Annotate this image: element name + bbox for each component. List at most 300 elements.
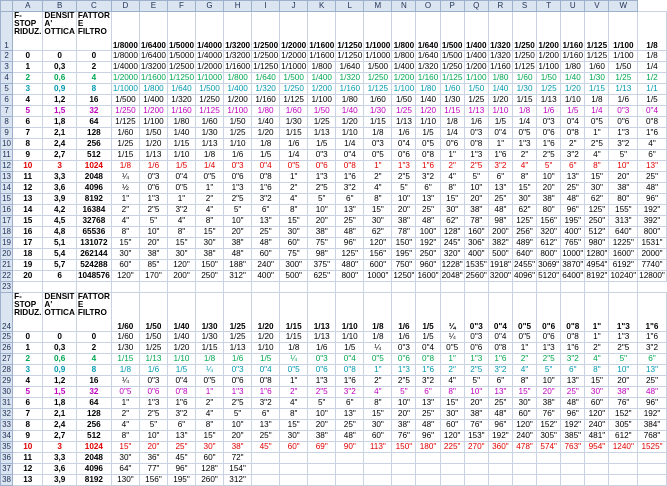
exposure-cell[interactable]: 1/60	[440, 84, 464, 95]
exposure-cell[interactable]: 1/25	[224, 332, 252, 343]
row-header[interactable]: 38	[2, 475, 11, 484]
shutter-header-cell[interactable]: 1/250	[512, 12, 536, 51]
exposure-cell[interactable]: 5"	[609, 150, 638, 161]
density-cell[interactable]: 0,9	[43, 84, 76, 95]
fstop-cell[interactable]: 17	[13, 238, 43, 249]
density-cell[interactable]: 3,3	[43, 453, 76, 464]
exposure-cell[interactable]: 13"	[252, 420, 280, 431]
factor-cell[interactable]: 32	[76, 387, 111, 398]
exposure-cell[interactable]: 1/25	[609, 73, 638, 84]
exposure-cell[interactable]: 13"	[638, 365, 667, 376]
exposure-cell[interactable]	[308, 475, 336, 486]
column-header-n[interactable]: N	[392, 1, 416, 12]
exposure-cell[interactable]: 2048"	[441, 270, 463, 280]
exposure-cell[interactable]: 1"	[585, 128, 609, 139]
exposure-cell[interactable]: 62"	[440, 216, 464, 227]
exposure-cell[interactable]: 1"	[364, 161, 392, 172]
exposure-cell[interactable]: 0"5	[512, 332, 536, 343]
exposure-cell[interactable]: 1"6	[336, 172, 364, 183]
exposure-cell[interactable]: 10"	[392, 398, 416, 409]
exposure-cell[interactable]: 5"	[464, 172, 488, 183]
exposure-cell[interactable]: 3069"	[538, 259, 560, 269]
exposure-cell[interactable]: 10"	[308, 409, 336, 420]
exposure-cell[interactable]: 76"	[392, 431, 416, 442]
column-header-k[interactable]: K	[308, 1, 336, 12]
exposure-cell[interactable]: 0"8	[252, 376, 280, 387]
exposure-cell[interactable]: 305"	[609, 420, 638, 431]
exposure-cell[interactable]: 1"3	[609, 332, 638, 343]
exposure-cell[interactable]: 1"6	[167, 398, 195, 409]
row-header[interactable]: 32	[2, 409, 11, 418]
exposure-cell[interactable]: 1/320	[252, 84, 280, 95]
exposure-cell[interactable]	[537, 453, 561, 464]
exposure-cell[interactable]: 15"	[585, 172, 609, 183]
factor-cell[interactable]: 32768	[76, 216, 111, 227]
exposure-cell[interactable]: 1/1000	[281, 61, 307, 71]
exposure-cell[interactable]	[440, 475, 464, 486]
exposure-cell[interactable]: 3"2	[167, 205, 195, 216]
exposure-cell[interactable]: 1/80	[167, 117, 195, 128]
exposure-cell[interactable]	[252, 453, 280, 464]
exposure-cell[interactable]: 192"	[638, 205, 667, 216]
exposure-cell[interactable]: 6"	[252, 205, 280, 216]
row-header[interactable]: 36	[2, 453, 11, 462]
row-header[interactable]: 23	[2, 282, 11, 291]
exposure-cell[interactable]: 612"	[609, 431, 638, 442]
exposure-cell[interactable]: 62"	[364, 227, 392, 238]
exposure-cell[interactable]: 0"4	[252, 161, 280, 172]
exposure-cell[interactable]: 1"6	[537, 139, 561, 150]
exposure-cell[interactable]: 1/4	[585, 106, 609, 117]
exposure-cell[interactable]: 8"	[440, 183, 464, 194]
exposure-cell[interactable]: 1/15	[111, 354, 139, 365]
exposure-cell[interactable]: 25"	[561, 183, 585, 194]
exposure-cell[interactable]: 4"	[512, 365, 536, 376]
exposure-cell[interactable]: 1"	[167, 194, 195, 205]
exposure-cell[interactable]: 60"	[280, 238, 308, 249]
exposure-cell[interactable]: 60"	[440, 420, 464, 431]
exposure-cell[interactable]: 2"	[196, 194, 224, 205]
exposure-cell[interactable]: 1/40	[416, 95, 440, 106]
exposure-cell[interactable]: 1/5	[308, 139, 336, 150]
density-cell[interactable]: 2,7	[43, 431, 76, 442]
density-cell[interactable]: 5,4	[43, 249, 76, 260]
density-cell[interactable]: 6	[43, 271, 76, 282]
exposure-cell[interactable]: 8"	[440, 387, 464, 398]
exposure-cell[interactable]: 0"4	[336, 150, 364, 161]
exposure-cell[interactable]: 1/6	[609, 95, 638, 106]
exposure-cell[interactable]: 3"2	[416, 172, 440, 183]
exposure-cell[interactable]: 3"2	[488, 365, 512, 376]
exposure-cell[interactable]: 48"	[252, 238, 280, 249]
exposure-cell[interactable]: 15"	[111, 442, 139, 453]
fstop-cell[interactable]: 13	[13, 475, 43, 486]
exposure-cell[interactable]: 1/1000	[197, 72, 223, 82]
exposure-cell[interactable]: 256"	[512, 227, 536, 238]
exposure-cell[interactable]: 1/6	[392, 128, 416, 139]
exposure-cell[interactable]: 13"	[488, 387, 512, 398]
exposure-cell[interactable]: 1/50	[464, 84, 488, 95]
density-cell[interactable]: 1,8	[43, 398, 76, 409]
exposure-cell[interactable]: 2"	[512, 150, 536, 161]
exposure-cell[interactable]: 313"	[609, 216, 638, 227]
exposure-cell[interactable]: 1/800	[393, 50, 415, 60]
exposure-cell[interactable]: 1/125	[364, 84, 392, 95]
exposure-cell[interactable]: 1/400	[308, 73, 336, 84]
exposure-cell[interactable]: 1/125	[441, 72, 463, 82]
exposure-cell[interactable]: 5"	[139, 420, 167, 431]
exposure-cell[interactable]: 1/8	[585, 95, 609, 106]
exposure-cell[interactable]: 1"3	[224, 387, 252, 398]
exposure-cell[interactable]: 15"	[585, 376, 609, 387]
row-header[interactable]: 12	[2, 161, 11, 170]
shutter-header-cell[interactable]: 1/125	[585, 12, 609, 51]
factor-cell[interactable]: 512	[76, 150, 111, 161]
exposure-cell[interactable]: 10"	[537, 376, 561, 387]
exposure-cell[interactable]: 30"	[364, 216, 392, 227]
exposure-cell[interactable]: 400"	[252, 271, 280, 282]
exposure-cell[interactable]: 2000"	[638, 249, 667, 260]
exposure-cell[interactable]: 1/2	[638, 73, 667, 84]
exposure-cell[interactable]	[512, 464, 536, 475]
shutter-header-cell[interactable]: 1/5000	[167, 12, 195, 51]
factor-cell[interactable]: 2048	[76, 453, 111, 464]
factor-cell[interactable]: 65536	[76, 227, 111, 238]
exposure-cell[interactable]: 38"	[224, 238, 252, 249]
empty-cell[interactable]	[167, 282, 195, 293]
exposure-cell[interactable]: 1/80	[336, 95, 364, 106]
exposure-cell[interactable]: 2"	[512, 354, 536, 365]
exposure-cell[interactable]: 20"	[464, 398, 488, 409]
exposure-cell[interactable]	[440, 464, 464, 475]
shutter-header-cell[interactable]: 1/160	[561, 12, 585, 51]
exposure-cell[interactable]: 13"	[561, 376, 585, 387]
exposure-cell[interactable]: 13"	[336, 409, 364, 420]
exposure-cell[interactable]: 320"	[440, 249, 464, 260]
exposure-cell[interactable]: 4954"	[586, 259, 608, 269]
exposure-cell[interactable]: 1228"	[441, 259, 463, 269]
exposure-cell[interactable]: 3870"	[562, 259, 584, 269]
exposure-cell[interactable]: 8"	[512, 172, 536, 183]
exposure-cell[interactable]: 1/4000	[112, 61, 138, 71]
exposure-cell[interactable]: 2"5	[464, 161, 488, 172]
exposure-cell[interactable]: 2"5	[392, 376, 416, 387]
exposure-cell[interactable]: 306"	[464, 238, 488, 249]
exposure-cell[interactable]	[512, 453, 536, 464]
exposure-cell[interactable]: 20"	[392, 205, 416, 216]
density-cell[interactable]: 0	[43, 332, 76, 343]
exposure-cell[interactable]: 1"3	[464, 150, 488, 161]
exposure-cell[interactable]: 1/160	[562, 50, 584, 60]
exposure-cell[interactable]: 1/80	[416, 84, 440, 95]
shutter-header-cell[interactable]: 1/200	[537, 12, 561, 51]
exposure-cell[interactable]: 13"	[416, 398, 440, 409]
row-header[interactable]: 16	[2, 205, 11, 214]
exposure-cell[interactable]: 1/50	[139, 332, 167, 343]
exposure-cell[interactable]: 0"5	[585, 117, 609, 128]
row-header[interactable]: 2	[1, 51, 13, 62]
exposure-cell[interactable]: 1/60	[512, 73, 536, 84]
exposure-cell[interactable]: 1/20	[252, 332, 280, 343]
shutter-header-cell[interactable]: 1/6400	[139, 12, 167, 51]
exposure-cell[interactable]: 1"3	[224, 183, 252, 194]
exposure-cell[interactable]: 1"6	[416, 161, 440, 172]
exposure-cell[interactable]: 3"2	[561, 150, 585, 161]
exposure-cell[interactable]: 4"	[440, 172, 464, 183]
exposure-cell[interactable]: 150"	[392, 442, 416, 453]
density-cell[interactable]: 1,2	[43, 95, 76, 106]
exposure-cell[interactable]: 76"	[609, 398, 638, 409]
exposure-cell[interactable]: 30"	[585, 183, 609, 194]
exposure-cell[interactable]	[416, 464, 440, 475]
shutter-header-cell[interactable]: 0"6	[537, 293, 561, 332]
exposure-cell[interactable]: 1/5	[416, 332, 440, 343]
exposure-cell[interactable]: 10"	[224, 216, 252, 227]
exposure-cell[interactable]: 312"	[224, 475, 252, 486]
exposure-cell[interactable]: 1/5	[416, 128, 440, 139]
exposure-cell[interactable]: 96"	[561, 205, 585, 216]
empty-cell[interactable]	[76, 282, 111, 293]
exposure-cell[interactable]: 1/5	[638, 95, 667, 106]
exposure-cell[interactable]: 1/2000	[197, 61, 223, 71]
exposure-cell[interactable]: 1"6	[561, 343, 585, 354]
empty-cell[interactable]	[561, 282, 585, 293]
header-density-label[interactable]: DENSIT A' OTTICA	[43, 12, 76, 51]
exposure-cell[interactable]: 1"	[440, 354, 464, 365]
empty-cell[interactable]	[416, 282, 440, 293]
density-cell[interactable]: 2,1	[43, 409, 76, 420]
exposure-cell[interactable]: 10"	[464, 183, 488, 194]
exposure-cell[interactable]	[638, 464, 667, 475]
exposure-cell[interactable]: 0"6	[392, 354, 416, 365]
header-factor-label[interactable]: FATTOR E FILTRO	[76, 293, 111, 332]
density-cell[interactable]: 3,3	[43, 172, 76, 183]
exposure-cell[interactable]: 245"	[440, 238, 464, 249]
column-header-l[interactable]: L	[336, 1, 364, 12]
exposure-cell[interactable]: 60"	[252, 249, 280, 260]
fstop-cell[interactable]: 20	[13, 271, 43, 282]
exposure-cell[interactable]: 1/100	[308, 95, 336, 106]
exposure-cell[interactable]: 2"	[111, 409, 139, 420]
empty-cell[interactable]	[585, 282, 609, 293]
exposure-cell[interactable]: 1/5	[561, 106, 585, 117]
exposure-cell[interactable]: 768"	[638, 431, 667, 442]
exposure-cell[interactable]	[561, 475, 585, 486]
exposure-cell[interactable]: 1"	[488, 139, 512, 150]
exposure-cell[interactable]: 1/50	[609, 62, 638, 73]
exposure-cell[interactable]: 1"3	[537, 343, 561, 354]
exposure-cell[interactable]: 6"	[561, 365, 585, 376]
exposure-cell[interactable]: 76"	[537, 409, 561, 420]
exposure-cell[interactable]: 1/10	[336, 332, 364, 343]
exposure-cell[interactable]: 1/15	[280, 128, 308, 139]
exposure-cell[interactable]: 1/8	[111, 365, 139, 376]
exposure-cell[interactable]: 1/15	[512, 95, 536, 106]
row-header[interactable]: 11	[2, 150, 11, 159]
exposure-cell[interactable]: 170"	[139, 271, 167, 282]
exposure-cell[interactable]: 0"5	[364, 354, 392, 365]
select-all-corner[interactable]	[1, 1, 13, 12]
exposure-cell[interactable]: 0"3	[308, 150, 336, 161]
exposure-cell[interactable]: 1/13	[537, 95, 561, 106]
exposure-cell[interactable]: 1/100	[538, 61, 559, 71]
exposure-cell[interactable]: 30"	[111, 453, 139, 464]
exposure-cell[interactable]: 1/8	[638, 51, 667, 62]
exposure-cell[interactable]: 0"3	[224, 161, 252, 172]
factor-cell[interactable]: 2	[76, 343, 111, 354]
exposure-cell[interactable]: 8"	[364, 194, 392, 205]
exposure-cell[interactable]: 30"	[512, 194, 536, 205]
exposure-cell[interactable]: 152"	[537, 420, 561, 431]
exposure-cell[interactable]: 1/20	[416, 106, 440, 117]
fstop-cell[interactable]: 4	[13, 376, 43, 387]
exposure-cell[interactable]	[488, 464, 512, 475]
exposure-cell[interactable]: 38"	[464, 409, 488, 420]
exposure-cell[interactable]: 6"	[336, 194, 364, 205]
exposure-cell[interactable]	[308, 464, 336, 475]
exposure-cell[interactable]: 25"	[336, 216, 364, 227]
exposure-cell[interactable]: 1"	[364, 365, 392, 376]
empty-cell[interactable]	[280, 282, 308, 293]
factor-cell[interactable]: 128	[76, 128, 111, 139]
exposure-cell[interactable]: 1/30	[196, 128, 224, 139]
exposure-cell[interactable]: 1/200	[308, 84, 336, 95]
exposure-cell[interactable]: 13"	[638, 161, 667, 172]
exposure-cell[interactable]: 1/30	[440, 95, 464, 106]
exposure-cell[interactable]: 1/200	[538, 50, 559, 60]
exposure-cell[interactable]: 800"	[638, 227, 667, 238]
exposure-cell[interactable]: 1/10	[488, 106, 512, 117]
exposure-cell[interactable]	[336, 475, 364, 486]
exposure-cell[interactable]: 478"	[512, 442, 536, 453]
exposure-cell[interactable]: 1525"	[638, 442, 667, 453]
exposure-cell[interactable]: 0"8	[464, 139, 488, 150]
fstop-cell[interactable]: 1	[13, 62, 43, 73]
shutter-header-cell[interactable]: 1/1600	[308, 12, 336, 51]
exposure-cell[interactable]: 150"	[392, 238, 416, 249]
exposure-cell[interactable]: 4"	[585, 150, 609, 161]
exposure-cell[interactable]: 1/60	[111, 332, 139, 343]
row-header[interactable]: 24	[1, 293, 13, 332]
factor-cell[interactable]: 131072	[76, 238, 111, 249]
exposure-cell[interactable]: 1/2500	[253, 50, 279, 60]
factor-cell[interactable]: 2	[76, 62, 111, 73]
shutter-header-cell[interactable]: 1/50	[139, 293, 167, 332]
factor-cell[interactable]: 512	[76, 431, 111, 442]
exposure-cell[interactable]: 1/100	[393, 83, 415, 93]
column-header-f[interactable]: F	[167, 1, 195, 12]
exposure-cell[interactable]: 156"	[139, 475, 167, 486]
exposure-cell[interactable]	[585, 475, 609, 486]
density-cell[interactable]: 3,6	[43, 183, 76, 194]
exposure-cell[interactable]: 38"	[308, 431, 336, 442]
shutter-header-cell[interactable]: 1/4000	[196, 12, 224, 51]
exposure-cell[interactable]: 10"	[609, 365, 638, 376]
exposure-cell[interactable]: 5"	[392, 387, 416, 398]
fstop-cell[interactable]: 0	[13, 51, 43, 62]
exposure-cell[interactable]: 0"3	[464, 332, 488, 343]
exposure-cell[interactable]: 200"	[488, 227, 512, 238]
shutter-header-cell[interactable]: 1/13	[308, 293, 336, 332]
exposure-cell[interactable]: 3"2	[252, 194, 280, 205]
density-cell[interactable]: 0,3	[43, 62, 76, 73]
exposure-cell[interactable]: 765"	[561, 238, 585, 249]
exposure-cell[interactable]: 48"	[561, 194, 585, 205]
exposure-cell[interactable]: 480"	[336, 260, 364, 271]
exposure-cell[interactable]: 0"8	[336, 161, 364, 172]
exposure-cell[interactable]	[252, 475, 280, 486]
exposure-cell[interactable]: 6"	[638, 354, 667, 365]
exposure-cell[interactable]: 1/2000	[281, 50, 307, 60]
row-header[interactable]: 7	[1, 106, 13, 117]
exposure-cell[interactable]: 48"	[638, 387, 667, 398]
exposure-cell[interactable]: 750"	[392, 260, 416, 271]
exposure-cell[interactable]: 1/5	[252, 354, 280, 365]
empty-cell[interactable]	[43, 282, 76, 293]
density-cell[interactable]: 1,8	[43, 117, 76, 128]
exposure-cell[interactable]: ½	[111, 183, 139, 194]
row-header[interactable]: 21	[2, 260, 11, 269]
exposure-cell[interactable]: 150"	[196, 260, 224, 271]
exposure-cell[interactable]: ¼	[111, 376, 139, 387]
exposure-cell[interactable]	[488, 453, 512, 464]
exposure-cell[interactable]: 0"5	[440, 343, 464, 354]
row-header[interactable]: 10	[2, 139, 11, 148]
shutter-header-cell[interactable]: 1/500	[440, 12, 464, 51]
exposure-cell[interactable]: 20"	[139, 238, 167, 249]
exposure-cell[interactable]: 1/500	[364, 62, 392, 73]
exposure-cell[interactable]: 1/80	[561, 62, 585, 73]
exposure-cell[interactable]: 1/80	[488, 73, 512, 84]
exposure-cell[interactable]: 1/13	[609, 84, 638, 95]
exposure-cell[interactable]: 8"	[512, 376, 536, 387]
exposure-cell[interactable]: 1/6	[224, 150, 252, 161]
exposure-cell[interactable]: 1/8	[196, 354, 224, 365]
exposure-cell[interactable]: 1000"	[562, 248, 584, 258]
shutter-header-cell[interactable]: 1/8	[638, 12, 667, 51]
exposure-cell[interactable]: 1/10	[561, 95, 585, 106]
exposure-cell[interactable]: 69"	[308, 442, 336, 453]
factor-cell[interactable]: 4096	[76, 183, 111, 194]
exposure-cell[interactable]: 195"	[561, 216, 585, 227]
exposure-cell[interactable]: 62"	[585, 194, 609, 205]
exposure-cell[interactable]: 1"6	[252, 387, 280, 398]
exposure-cell[interactable]: 1/1000	[365, 50, 391, 60]
shutter-header-cell[interactable]: 1"3	[609, 293, 638, 332]
exposure-cell[interactable]: 1"6	[252, 183, 280, 194]
exposure-cell[interactable]: 38"	[196, 249, 224, 260]
exposure-cell[interactable]: 1600"	[417, 270, 439, 280]
exposure-cell[interactable]: 320"	[537, 227, 561, 238]
exposure-cell[interactable]: 25"	[416, 205, 440, 216]
exposure-cell[interactable]: 8"	[167, 227, 195, 238]
exposure-cell[interactable]: 125"	[336, 249, 364, 260]
exposure-cell[interactable]: 25"	[252, 431, 280, 442]
exposure-cell[interactable]: 489"	[512, 238, 536, 249]
empty-cell[interactable]	[196, 282, 224, 293]
exposure-cell[interactable]: 1/15	[111, 150, 139, 161]
exposure-cell[interactable]: 1/10	[336, 128, 364, 139]
exposure-cell[interactable]: 1/13	[464, 106, 488, 117]
row-header[interactable]: 33	[2, 420, 11, 429]
exposure-cell[interactable]: 125"	[585, 205, 609, 216]
header-factor-label[interactable]: FATTOR E FILTRO	[76, 12, 111, 51]
exposure-cell[interactable]: 2"	[111, 205, 139, 216]
exposure-cell[interactable]: 1/15	[167, 139, 195, 150]
exposure-cell[interactable]: 38"	[224, 442, 252, 453]
exposure-cell[interactable]	[392, 453, 416, 464]
exposure-cell[interactable]	[280, 453, 308, 464]
